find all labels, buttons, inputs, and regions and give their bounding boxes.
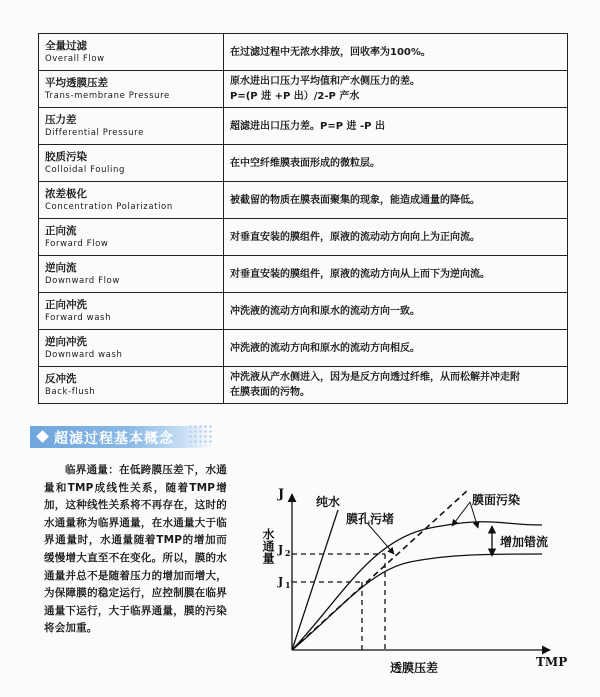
dot-pattern-decoration [188,424,214,446]
term-chinese: 逆向冲洗 [45,335,87,348]
definition-line: P=(P 进 +P 出）/2-P 产水 [230,91,360,102]
term-cell [39,145,224,182]
definition-cell [224,34,568,71]
surface-fouling-label: 膜面污染 [472,493,521,507]
definition-line: 在膜表面的污物。 [230,387,310,398]
definition-cell [224,293,568,330]
term-english: Colloidal Fouling [45,164,125,175]
term-cell [39,108,224,145]
definition-cell [224,182,568,219]
y-axis-label: 水通量 [261,528,275,564]
section-banner [30,426,210,448]
pore-blocking-label: 膜孔污堵 [346,512,395,526]
definition-line: 冲洗液的流动方向和原水的流动方向相反。 [230,342,420,354]
definition-line: 在过滤过程中无浓水排放，回收率为100%。 [230,46,431,58]
term-chinese: 平均透膜压差 [45,76,108,89]
definition-cell [224,330,568,367]
glossary-row [39,367,568,404]
definition-cell [224,367,568,404]
definition-cell [224,145,568,182]
y-axis-symbol: J [278,487,285,502]
section-title: 超滤过程基本概念 [54,431,174,447]
glossary-row [39,145,568,182]
pore-blocking-curve [292,554,542,650]
glossary-table [38,33,568,404]
term-chinese: 反冲洗 [45,372,77,385]
definition-line: 对垂直安装的膜组件，原液的流动动方向向上为正向流。 [230,231,480,243]
glossary-row [39,293,568,330]
glossary-row [39,108,568,145]
definition-cell [224,256,568,293]
glossary-row [39,34,568,71]
glossary-row [39,256,568,293]
term-chinese: 全量过滤 [45,39,87,52]
j2-label: J [278,543,284,556]
pore-blocking-pointer [368,524,394,554]
term-chinese: 正向流 [45,224,77,237]
term-cell [39,330,224,367]
definition-line: 冲洗液从产水侧进入，因为是反方向透过纤维，从而松解并冲走附 [230,372,520,383]
term-cell [39,34,224,71]
flux-tmp-diagram [250,470,570,690]
glossary-row [39,71,568,108]
j1-label: J [278,575,284,588]
term-chinese: 逆向流 [45,261,77,274]
term-english: Trans-membrane Pressure [45,90,170,101]
term-cell [39,293,224,330]
definition-cell [224,219,568,256]
term-chinese: 正向冲洗 [45,298,87,311]
definition-cell [224,108,568,145]
term-cell [39,256,224,293]
term-cell [39,182,224,219]
diamond-bullet-icon [36,430,49,443]
definition-line: 对垂直安装的膜组件，原液的流动方向从上而下为逆向流。 [230,268,490,280]
j2-subscript: 2 [285,548,291,558]
term-english: Forward wash [45,312,112,323]
term-cell [39,71,224,108]
definition-line: 原水进出口压力平均值和产水侧压力的差。 [230,76,420,87]
definition-line: 超滤进出口压力差。P=P 进 -P 出 [230,120,385,132]
x-axis-label: 透膜压差 [390,661,439,675]
definition-line: 冲洗液的流动方向和原水的流动方向一致。 [230,305,420,317]
term-english: Concentration Polarization [45,201,173,212]
term-cell [39,367,224,404]
critical-flux-paragraph: 临界通量：在低跨膜压差下，水通量和TMP成线性关系，随着TMP增加，这种线性关系将不再存在，这时的水通量称为临界通量，在水通量大于临界通量时，水通量随着TMP的增加而缓慢增大直至不在变化。所以，膜的水通量并总不是随着压力的增加而增大，为保障膜的稳定运行，应控制膜在临界通量下运行，大于临界通量，膜的污染将会加重。 [44,464,227,635]
term-chinese: 胶质污染 [45,150,87,163]
definition-line: 被截留的物质在膜表面聚集的现象，能造成通量的降低。 [230,194,480,206]
term-english: Differential Pressure [45,127,144,138]
term-english: Downward wash [45,349,123,360]
definition-line: 在中空纤维膜表面形成的微粒层。 [230,157,380,169]
definition-cell [224,71,568,108]
x-axis-symbol: TMP [536,655,568,669]
term-english: Forward Flow [45,238,109,249]
glossary-row [39,182,568,219]
term-chinese: 浓差极化 [45,187,87,200]
term-chinese: 压力差 [45,113,77,126]
term-english: Downward Flow [45,275,120,286]
pure-water-label: 纯水 [316,495,341,509]
j1-subscript: 1 [285,580,291,590]
term-english: Overall Flow [45,53,105,64]
glossary-row [39,219,568,256]
term-english: Back-flush [45,386,96,397]
glossary-row [39,330,568,367]
crossflow-label: 增加错流 [500,535,549,549]
term-cell [39,219,224,256]
